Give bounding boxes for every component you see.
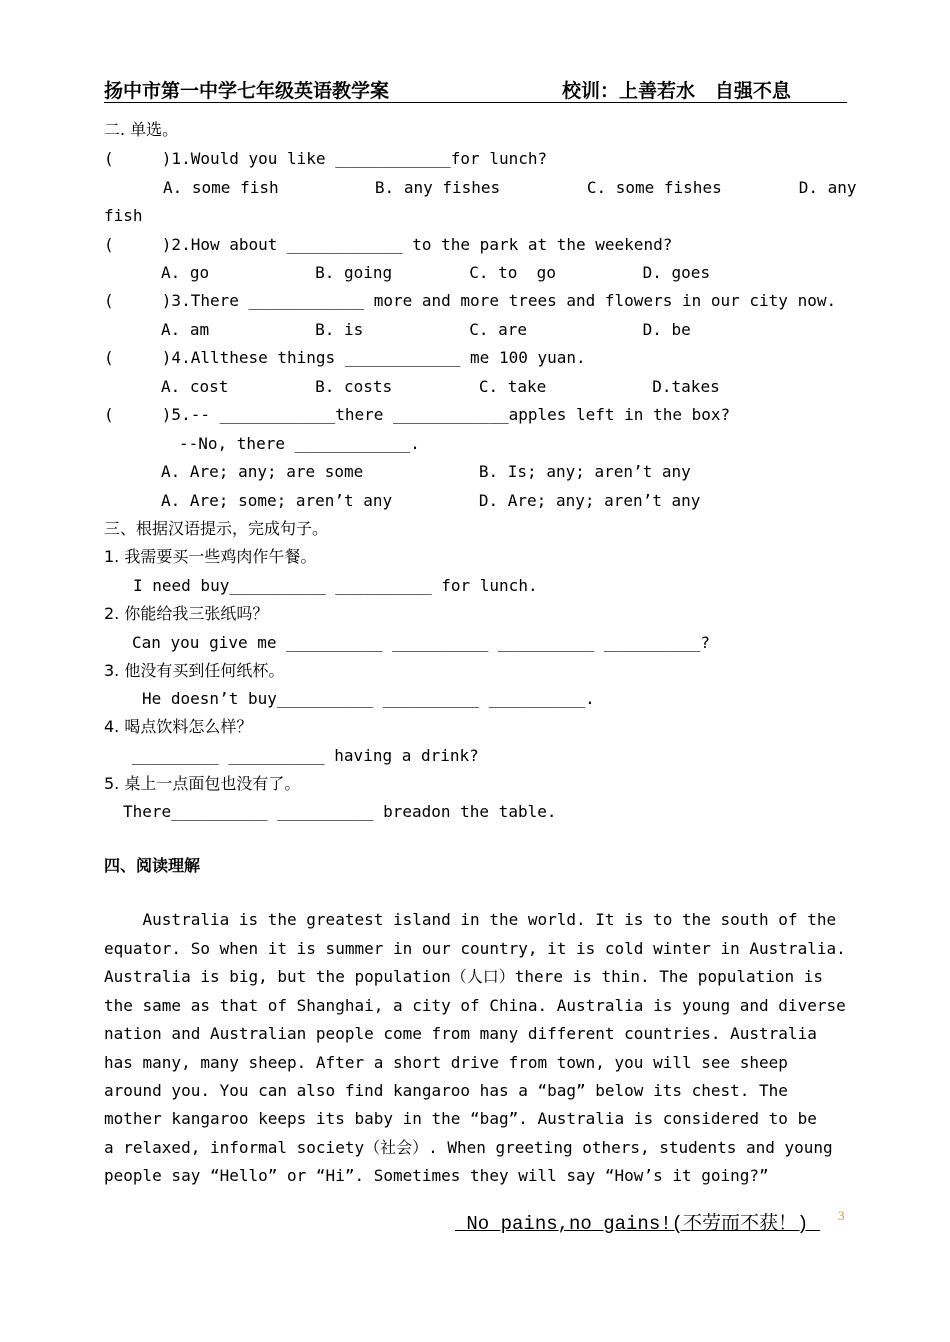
reading-line: Australia is big, but the population（人口）there is thin. The population is	[104, 967, 824, 986]
sentence-5-english: There__________ __________ breadon the table.	[123, 802, 557, 821]
reading-line: a relaxed, informal society（社会）. When greeting others, students and young	[104, 1138, 833, 1157]
sentence-1-chinese: 1. 我需要买一些鸡肉作午餐。	[104, 547, 317, 566]
page-number: 3	[838, 1208, 845, 1223]
question-1: ( )1.Would you like ____________for lunch?	[104, 149, 548, 168]
page-header	[104, 74, 847, 103]
sentence-1-english: I need buy__________ __________ for lunch.	[133, 576, 538, 595]
section2-title: 二. 单选。	[104, 120, 179, 139]
question-5-options-ab: A. Are; any; are some B. Is; any; aren’t any	[161, 462, 691, 481]
section3-title: 三、根据汉语提示，完成句子。	[104, 519, 329, 538]
sentence-3-english: He doesn’t buy__________ __________ __________.	[142, 689, 595, 708]
question-3-options: A. am B. is C. are D. be	[161, 320, 691, 339]
school-title: 扬中市第一中学七年级英语教学案	[104, 80, 390, 102]
question-5: ( )5.-- ____________there ____________apples left in the box?	[104, 405, 731, 424]
reading-line: people say “Hello” or “Hi”. Sometimes they will say “How’s it going?”	[104, 1166, 769, 1185]
reading-line: equator. So when it is summer in our country, it is cold winter in Australia.	[104, 939, 846, 958]
reading-line: nation and Australian people come from many different countries. Australia	[104, 1024, 817, 1043]
footer-slogan: No pains,no gains!(不劳而不获！)	[455, 1213, 820, 1235]
reading-line: mother kangaroo keeps its baby in the “bag”. Australia is considered to be	[104, 1109, 817, 1128]
question-2-options: A. go B. going C. to go D. goes	[161, 263, 711, 282]
question-4-options: A. cost B. costs C. take D.takes	[161, 377, 720, 396]
sentence-4-chinese: 4. 喝点饮料怎么样？	[104, 717, 253, 736]
question-2: ( )2.How about ____________ to the park at the weekend?	[104, 235, 673, 254]
reading-line: Australia is the greatest island in the world. It is to the south of the	[104, 910, 837, 929]
question-5-options-cd: A. Are; some; aren’t any D. Are; any; aren’t any	[161, 491, 701, 510]
reading-line: the same as that of Shanghai, a city of China. Australia is young and diverse	[104, 996, 846, 1015]
section4-title: 四、阅读理解	[104, 856, 201, 875]
sentence-5-chinese: 5. 桌上一点面包也没有了。	[104, 774, 301, 793]
question-5-reply: --No, there ____________.	[179, 434, 420, 453]
question-1-options-wrap: fish	[104, 206, 143, 225]
school-motto: 校训：上善若水 自强不息	[562, 80, 791, 102]
reading-line: around you. You can also find kangaroo has a “bag” below its chest. The	[104, 1081, 788, 1100]
question-1-options: A. some fish B. any fishes C. some fishes D. any	[163, 178, 857, 197]
reading-line: has many, many sheep. After a short drive from town, you will see sheep	[104, 1053, 788, 1072]
question-4: ( )4.Allthese things ____________ me 100 yuan.	[104, 348, 586, 367]
sentence-2-chinese: 2. 你能给我三张纸吗？	[104, 604, 269, 623]
question-3: ( )3.There ____________ more and more trees and flowers in our city now.	[104, 291, 837, 310]
sentence-3-chinese: 3. 他没有买到任何纸杯。	[104, 661, 285, 680]
sentence-4-english: _________ __________ having a drink?	[132, 746, 479, 765]
sentence-2-english: Can you give me __________ __________ __________ __________?	[132, 633, 710, 652]
